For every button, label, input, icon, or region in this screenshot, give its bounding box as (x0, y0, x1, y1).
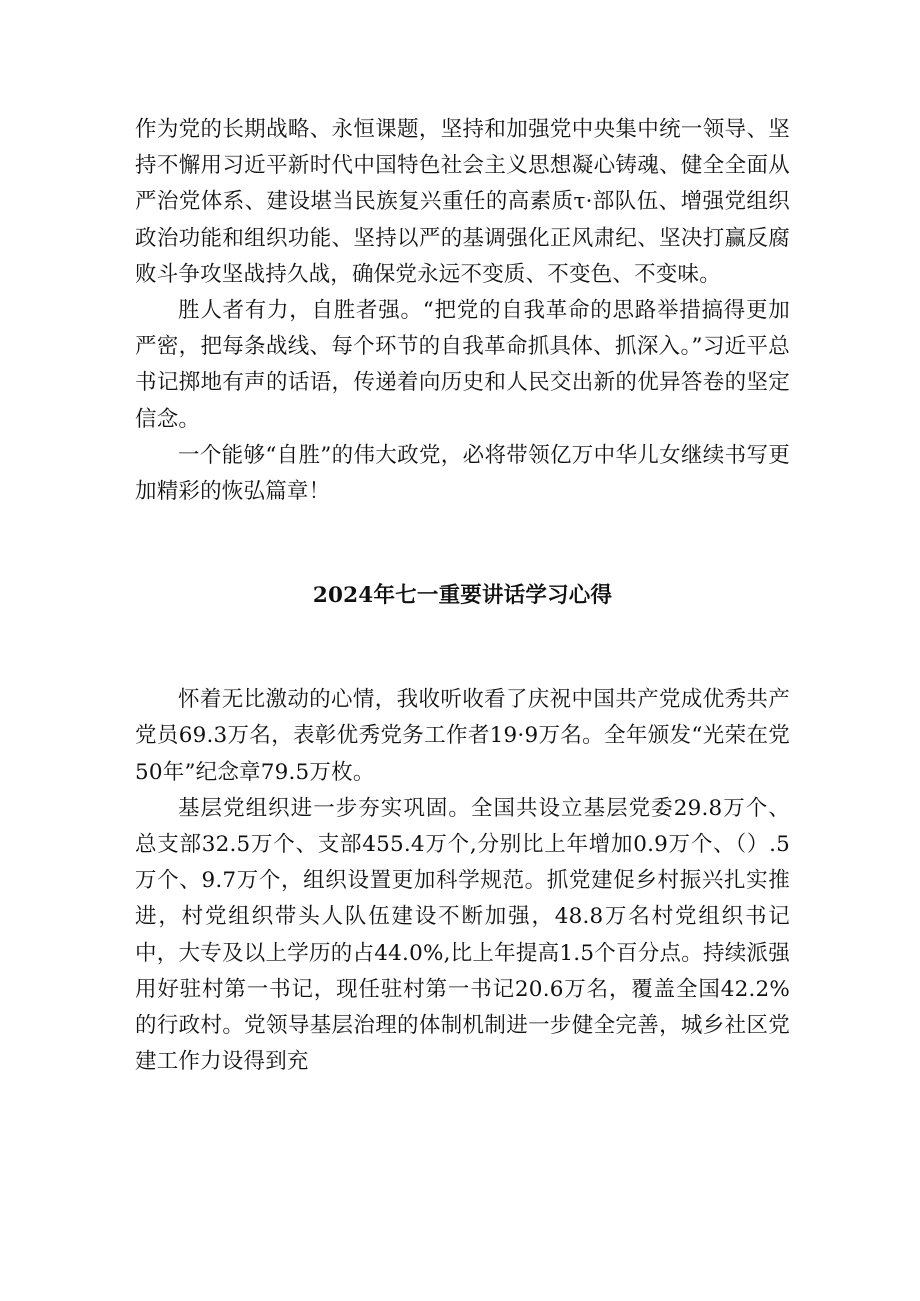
paragraph-5: 基层党组织进一步夯实巩固。全国共设立基层党委29.8万个、总支部32.5万个、支部455.4万个,分别比上年增加0.9万个、（）.5万个、9.7万个，组织设置更加科学规范。抓党建促乡村振兴扎实推进，村党组织带头人队伍建设不断加强，48.8万名村党组织书记中，大专及以上学历的占44.0%,比上年提高1.5个百分点。持续派强用好驻村第一书记，现任驻村第一书记20.6万名，覆盖全国42.2%的行政村。党领导基层治理的体制机制进一步健全完善，城乡社区党建工作力设得到充 (135, 795, 790, 1075)
paragraph-1: 作为党的长期战略、永恒课题，坚持和加强党中央集中统一领导、坚持不懈用习近平新时代中国特色社会主义思想凝心铸魂、健全全面从严治党体系、建设堪当民族复兴重任的高素质τ·部队伍、增强党组织政治功能和组织功能、坚持以严的基调强化正风肃纪、坚决打赢反腐败斗争攻坚战持久战，确保党永远不变质、不变色、不变味。 (135, 117, 790, 287)
section-heading (135, 510, 790, 682)
section-continuation (135, 112, 790, 510)
paragraph-2: 胜人者有力，自胜者强。“把党的自我革命的思路举措搞得更加严密，把每条战线、每个环节的自我革命抓具体、抓深入。”习近平总书记掷地有声的话语，传递着向历史和人民交出新的优异答卷的坚定信念。 (135, 298, 790, 432)
document-page (135, 112, 790, 1080)
paragraph-4: 怀着无比激动的心情，我收听收看了庆祝中国共产党成优秀共产党员69.3万名，表彰优秀党务工作者19·9万名。全年颁发“光荣在党50年”纪念章79.5万枚。 (135, 687, 790, 785)
section-article-body (135, 682, 790, 1080)
article-title: 2024年七一重要讲话学习心得 (312, 583, 613, 609)
paragraph-3: 一个能够“自胜”的伟大政党，必将带领亿万中华儿女继续书写更加精彩的恢弘篇章！ (135, 442, 790, 505)
